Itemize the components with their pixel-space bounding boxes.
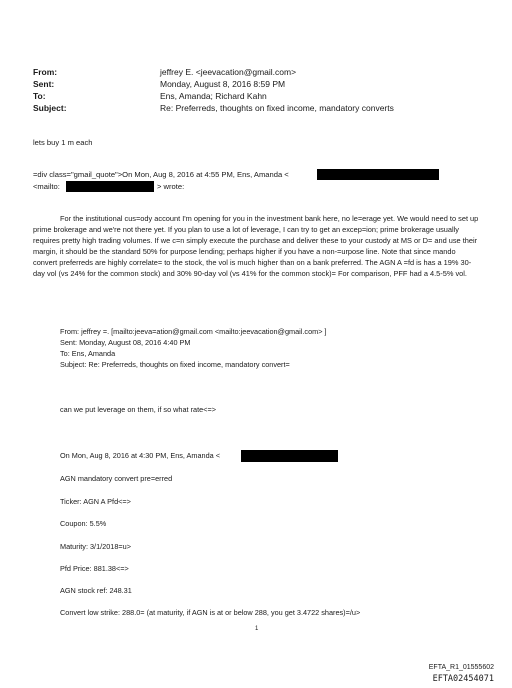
quote-line-2a: <mailto: [33, 182, 60, 191]
coupon-line: Coupon: 5.5% [60, 519, 107, 528]
redaction-block [317, 169, 439, 180]
ticker-line: Ticker: AGN A Pfd<=> [60, 497, 131, 506]
question-text: can we put leverage on them, if so what rate<=> [60, 405, 216, 414]
sent-value: Monday, August 8, 2016 8:59 PM [160, 79, 286, 89]
sent-label: Sent: [33, 79, 55, 89]
maturity-line: Maturity: 3/1/2018=u> [60, 542, 131, 551]
agn-title: AGN mandatory convert pre=erred [60, 474, 173, 483]
efta-ref-1: EFTA_R1_01555602 [428, 664, 494, 671]
quote-line-1: =div class="gmail_quote">On Mon, Aug 8, 2016 at 4:55 PM, Ens, Amanda < [33, 170, 289, 179]
body-paragraph: For the institutional cus=ody account I'm opening for you in the investment bank here, no le=erage yet. We would need to set up prime brokerage and we're not there yet. If you plan to use a lot of leverage, I can try to get an excep=ion; prime brokerage usually requires pretty high trading volumes. If we c=n simply execute the purchase and deliver these to your custody at MS or D= and use their margin, it should be the standard 50% for purpose lending; perhaps higher if you have a non-=urpose line. Note that since mando convert preferreds are highly correlate= to the stock, the vol is much higher than on a bank preferred. The AGN A =fd is has a 19% 30-day vol (vs 24% for the common stock) and 30% 90-day vol (vs 41% for the common stock)= For comparison, PFF had a 4.5-5% vol. [33, 214, 479, 278]
fwd-from: From: jeffrey =. [mailto:jeeva=ation@gmail.com <mailto:jeevacation@gmail.com> ] [60, 327, 327, 336]
efta-ref-2: EFTA02454071 [432, 674, 494, 684]
stock-ref-line: AGN stock ref: 248.31 [60, 586, 132, 595]
fwd-subject: Subject: Re: Preferreds, thoughts on fixed income, mandatory convert= [60, 360, 290, 369]
redaction-block [241, 450, 338, 462]
to-value: Ens, Amanda; Richard Kahn [160, 91, 267, 101]
fwd-sent: Sent: Monday, August 08, 2016 4:40 PM [60, 338, 191, 347]
to-label: To: [33, 91, 46, 101]
fwd-to: To: Ens, Amanda [60, 349, 116, 358]
from-value: jeffrey E. <jeevacation@gmail.com> [160, 67, 297, 77]
on-line: On Mon, Aug 8, 2016 at 4:30 PM, Ens, Amanda < [60, 451, 221, 460]
from-label: From: [33, 67, 58, 77]
redaction-block [66, 181, 154, 192]
page-number: 1 [255, 626, 259, 632]
subject-value: Re: Preferreds, thoughts on fixed income, mandatory converts [160, 103, 394, 113]
subject-label: Subject: [33, 103, 67, 113]
reply-text: lets buy 1 m each [33, 138, 93, 147]
quote-line-2b: > wrote: [157, 182, 185, 191]
convert-low-line: Convert low strike: 288.0= (at maturity, if AGN is at or below 288, you get 3.4722 shares)=/u> [60, 608, 361, 617]
pfd-price-line: Pfd Price: 881.38<=> [60, 564, 129, 573]
